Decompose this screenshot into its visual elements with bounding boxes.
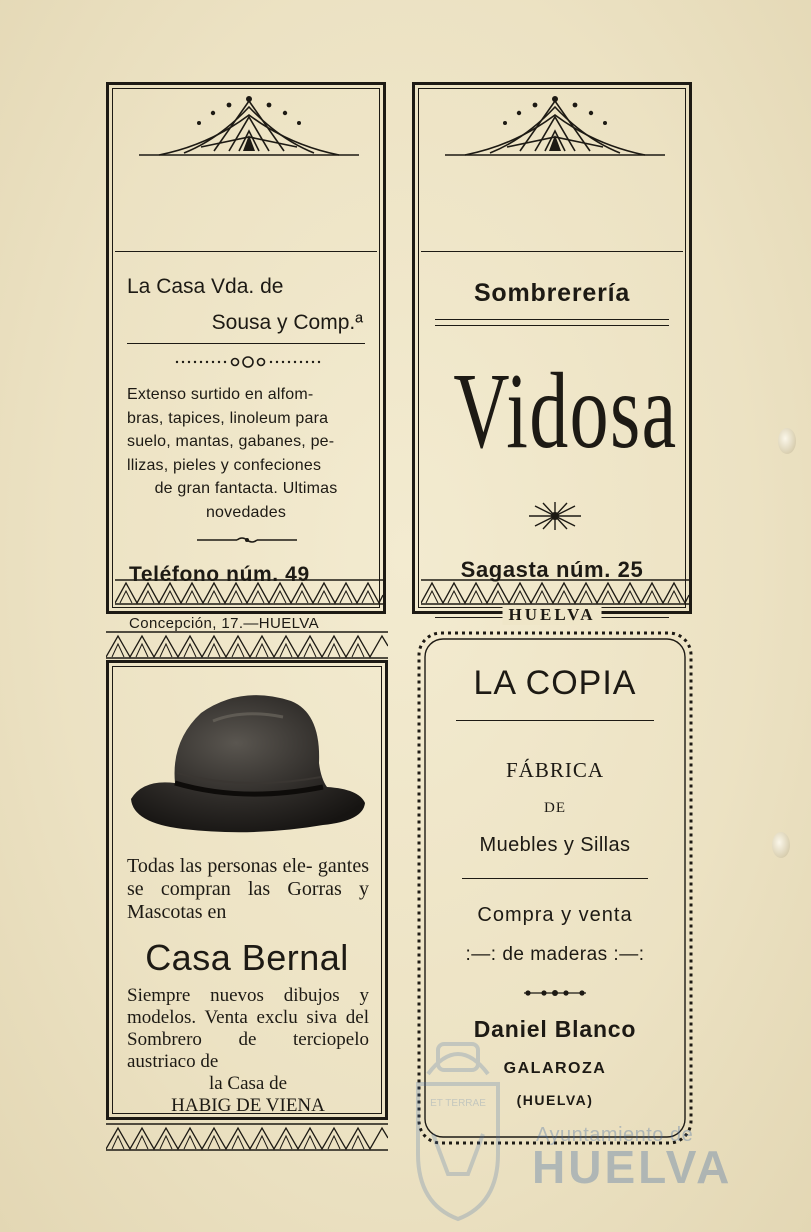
province: (HUELVA) bbox=[516, 1092, 594, 1108]
city-text: HUELVA bbox=[503, 605, 602, 625]
ad-casa-bernal bbox=[106, 660, 388, 1120]
products-label: Muebles y Sillas bbox=[479, 834, 631, 856]
desc-line: llizas, pieles y confeciones bbox=[127, 456, 322, 474]
art-deco-fan-ornament bbox=[445, 95, 665, 157]
company-name-line2: Sousa y Comp.ª bbox=[211, 311, 363, 334]
desc-line: de gran fantacta. Ultimas bbox=[154, 480, 338, 497]
de-label: DE bbox=[544, 800, 566, 816]
divider bbox=[435, 325, 669, 326]
owner-name: Daniel Blanco bbox=[473, 1016, 637, 1042]
ad-vidosa bbox=[412, 82, 692, 624]
brand-name: Vidosa bbox=[453, 352, 678, 471]
desc-line: novedades bbox=[205, 503, 287, 521]
zigzag-border bbox=[421, 579, 689, 605]
product-description bbox=[127, 383, 365, 524]
brand-name: Casa Bernal bbox=[145, 937, 349, 978]
divider bbox=[127, 343, 365, 344]
divider bbox=[115, 251, 377, 252]
phone-number: Teléfono núm. 49 bbox=[129, 563, 310, 586]
desc-line: suelo, mantas, gabanes, pe- bbox=[127, 433, 335, 450]
zigzag-border bbox=[115, 579, 383, 605]
zigzag-border bbox=[106, 1122, 388, 1152]
coat-of-arms-watermark bbox=[398, 1034, 518, 1224]
street-address: Sagasta núm. 25 bbox=[460, 557, 644, 582]
watermark-subtitle: Ayuntamiento de bbox=[536, 1124, 694, 1146]
trade-label: Compra y venta bbox=[477, 904, 633, 926]
maker-name: HABIG DE VIENA bbox=[171, 1095, 325, 1116]
seal-text: ET TERRAE bbox=[430, 1098, 486, 1109]
desc-line: Extenso surtido en alfom- bbox=[127, 386, 314, 403]
wood-label: :—: de maderas :—: bbox=[465, 944, 645, 965]
company-name: LA COPIA bbox=[473, 664, 637, 702]
city-label bbox=[435, 605, 669, 629]
divider bbox=[435, 319, 669, 320]
desc-text: Siempre nuevos dibujos y modelos. Venta exclu siva del Sombrero de terciopelo austriaco de bbox=[127, 985, 369, 1072]
dot-ornament bbox=[524, 988, 586, 998]
address: Concepción, 17.—HUELVA bbox=[129, 615, 320, 632]
fabrica-label: FÁBRICA bbox=[505, 758, 605, 782]
desc-text: la Casa de bbox=[208, 1073, 288, 1094]
ad-sousa bbox=[106, 82, 386, 632]
dotted-ornament bbox=[173, 355, 323, 369]
hat-illustration bbox=[123, 691, 371, 841]
divider bbox=[456, 720, 654, 721]
divider bbox=[421, 251, 683, 252]
shop-type: Sombrerería bbox=[473, 279, 631, 307]
binding-hole bbox=[778, 428, 796, 454]
intro-text: Todas las personas ele- gantes se compran las Gorras y Mascotas en bbox=[127, 855, 369, 923]
dash-ornament bbox=[197, 535, 297, 545]
binding-hole bbox=[772, 832, 790, 858]
art-deco-fan-ornament bbox=[139, 95, 359, 157]
desc-line: bras, tapices, linoleum para bbox=[127, 409, 329, 427]
sunburst-ornament bbox=[527, 501, 583, 531]
product-description bbox=[127, 985, 369, 1117]
divider bbox=[462, 878, 648, 879]
zigzag-border bbox=[106, 630, 388, 660]
company-name-line1: La Casa Vda. de bbox=[127, 275, 284, 298]
town: GALAROZA bbox=[503, 1060, 607, 1077]
watermark-title: HUELVA bbox=[532, 1141, 733, 1193]
